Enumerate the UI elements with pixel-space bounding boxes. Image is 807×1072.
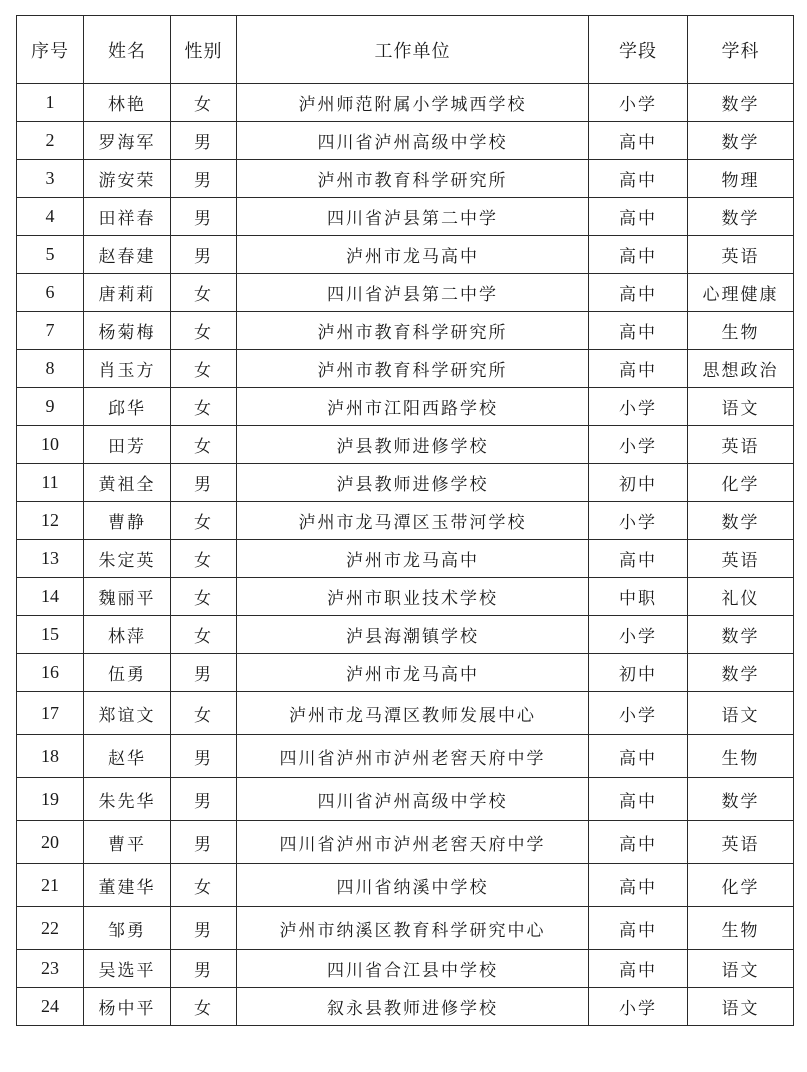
table-header-row — [17, 16, 794, 84]
cell-subject: 心理健康 — [688, 274, 794, 312]
cell-gender: 女 — [171, 312, 237, 350]
cell-stage: 高中 — [589, 236, 688, 274]
table-row — [17, 692, 794, 735]
cell-name: 吴选平 — [84, 950, 171, 988]
teacher-list-sheet — [16, 15, 793, 1026]
cell-stage: 高中 — [589, 160, 688, 198]
cell-gender: 男 — [171, 654, 237, 692]
cell-workplace: 泸州市纳溪区教育科学研究中心 — [237, 907, 589, 950]
cell-workplace: 泸州市教育科学研究所 — [237, 312, 589, 350]
cell-workplace: 四川省泸州市泸州老窖天府中学 — [237, 735, 589, 778]
cell-workplace: 泸州市教育科学研究所 — [237, 160, 589, 198]
cell-gender: 女 — [171, 988, 237, 1026]
cell-seq: 14 — [17, 578, 84, 616]
cell-workplace: 四川省纳溪中学校 — [237, 864, 589, 907]
cell-gender: 女 — [171, 578, 237, 616]
cell-name: 赵春建 — [84, 236, 171, 274]
table-row — [17, 236, 794, 274]
cell-gender: 男 — [171, 907, 237, 950]
table-row — [17, 84, 794, 122]
cell-subject: 数学 — [688, 616, 794, 654]
table-row — [17, 578, 794, 616]
cell-workplace: 泸州市龙马高中 — [237, 654, 589, 692]
table-row — [17, 312, 794, 350]
header-stage: 学段 — [589, 16, 688, 84]
cell-stage: 高中 — [589, 312, 688, 350]
cell-seq: 17 — [17, 692, 84, 735]
cell-workplace: 四川省泸州市泸州老窖天府中学 — [237, 821, 589, 864]
cell-stage: 高中 — [589, 540, 688, 578]
table-row — [17, 778, 794, 821]
cell-seq: 16 — [17, 654, 84, 692]
cell-name: 唐莉莉 — [84, 274, 171, 312]
cell-gender: 男 — [171, 198, 237, 236]
cell-workplace: 泸州市龙马潭区教师发展中心 — [237, 692, 589, 735]
cell-name: 伍勇 — [84, 654, 171, 692]
cell-gender: 男 — [171, 735, 237, 778]
cell-subject: 英语 — [688, 426, 794, 464]
cell-subject: 语文 — [688, 388, 794, 426]
cell-stage: 高中 — [589, 735, 688, 778]
cell-gender: 女 — [171, 350, 237, 388]
cell-seq: 3 — [17, 160, 84, 198]
cell-gender: 男 — [171, 236, 237, 274]
cell-gender: 男 — [171, 160, 237, 198]
cell-gender: 女 — [171, 864, 237, 907]
table-row — [17, 464, 794, 502]
cell-seq: 7 — [17, 312, 84, 350]
cell-stage: 小学 — [589, 502, 688, 540]
header-workplace: 工作单位 — [237, 16, 589, 84]
cell-name: 杨菊梅 — [84, 312, 171, 350]
cell-workplace: 泸县海潮镇学校 — [237, 616, 589, 654]
cell-name: 邱华 — [84, 388, 171, 426]
table-row — [17, 988, 794, 1026]
cell-name: 邹勇 — [84, 907, 171, 950]
cell-subject: 英语 — [688, 540, 794, 578]
cell-seq: 6 — [17, 274, 84, 312]
header-seq: 序号 — [17, 16, 84, 84]
table-row — [17, 160, 794, 198]
cell-name: 肖玉方 — [84, 350, 171, 388]
cell-seq: 24 — [17, 988, 84, 1026]
cell-seq: 8 — [17, 350, 84, 388]
cell-subject: 化学 — [688, 464, 794, 502]
cell-gender: 女 — [171, 426, 237, 464]
cell-gender: 男 — [171, 464, 237, 502]
cell-subject: 思想政治 — [688, 350, 794, 388]
cell-workplace: 四川省合江县中学校 — [237, 950, 589, 988]
cell-subject: 生物 — [688, 735, 794, 778]
table-row — [17, 540, 794, 578]
cell-seq: 18 — [17, 735, 84, 778]
cell-stage: 高中 — [589, 907, 688, 950]
cell-stage: 高中 — [589, 274, 688, 312]
cell-stage: 高中 — [589, 950, 688, 988]
cell-seq: 20 — [17, 821, 84, 864]
cell-stage: 小学 — [589, 388, 688, 426]
cell-gender: 女 — [171, 274, 237, 312]
cell-stage: 高中 — [589, 122, 688, 160]
table-row — [17, 735, 794, 778]
header-gender: 性别 — [171, 16, 237, 84]
cell-seq: 21 — [17, 864, 84, 907]
cell-name: 田祥春 — [84, 198, 171, 236]
cell-seq: 23 — [17, 950, 84, 988]
cell-subject: 生物 — [688, 907, 794, 950]
cell-seq: 22 — [17, 907, 84, 950]
cell-seq: 2 — [17, 122, 84, 160]
cell-subject: 数学 — [688, 502, 794, 540]
cell-workplace: 泸县教师进修学校 — [237, 464, 589, 502]
cell-gender: 男 — [171, 778, 237, 821]
cell-workplace: 泸州市教育科学研究所 — [237, 350, 589, 388]
cell-workplace: 泸州市职业技术学校 — [237, 578, 589, 616]
cell-workplace: 四川省泸县第二中学 — [237, 274, 589, 312]
cell-stage: 高中 — [589, 198, 688, 236]
table-row — [17, 122, 794, 160]
cell-gender: 男 — [171, 122, 237, 160]
header-subject: 学科 — [688, 16, 794, 84]
table-row — [17, 198, 794, 236]
cell-stage: 小学 — [589, 988, 688, 1026]
cell-subject: 物理 — [688, 160, 794, 198]
cell-workplace: 泸州师范附属小学城西学校 — [237, 84, 589, 122]
cell-seq: 9 — [17, 388, 84, 426]
cell-seq: 19 — [17, 778, 84, 821]
table-row — [17, 274, 794, 312]
cell-workplace: 泸州市龙马高中 — [237, 540, 589, 578]
cell-seq: 13 — [17, 540, 84, 578]
cell-name: 田芳 — [84, 426, 171, 464]
cell-subject: 礼仪 — [688, 578, 794, 616]
table-row — [17, 502, 794, 540]
cell-stage: 小学 — [589, 84, 688, 122]
cell-subject: 生物 — [688, 312, 794, 350]
cell-stage: 高中 — [589, 778, 688, 821]
cell-seq: 11 — [17, 464, 84, 502]
cell-subject: 英语 — [688, 821, 794, 864]
cell-subject: 语文 — [688, 988, 794, 1026]
cell-gender: 女 — [171, 502, 237, 540]
cell-gender: 女 — [171, 540, 237, 578]
cell-gender: 男 — [171, 821, 237, 864]
cell-seq: 5 — [17, 236, 84, 274]
cell-name: 林萍 — [84, 616, 171, 654]
cell-workplace: 泸州市龙马高中 — [237, 236, 589, 274]
cell-name: 朱定英 — [84, 540, 171, 578]
cell-seq: 1 — [17, 84, 84, 122]
cell-name: 朱先华 — [84, 778, 171, 821]
cell-stage: 小学 — [589, 616, 688, 654]
cell-gender: 女 — [171, 692, 237, 735]
cell-name: 罗海军 — [84, 122, 171, 160]
cell-subject: 数学 — [688, 198, 794, 236]
cell-workplace: 四川省泸县第二中学 — [237, 198, 589, 236]
cell-seq: 12 — [17, 502, 84, 540]
teacher-table — [16, 15, 794, 1026]
cell-workplace: 泸州市江阳西路学校 — [237, 388, 589, 426]
cell-workplace: 泸县教师进修学校 — [237, 426, 589, 464]
table-row — [17, 350, 794, 388]
cell-subject: 数学 — [688, 654, 794, 692]
cell-name: 游安荣 — [84, 160, 171, 198]
cell-name: 林艳 — [84, 84, 171, 122]
cell-gender: 女 — [171, 616, 237, 654]
cell-name: 曹静 — [84, 502, 171, 540]
header-name: 姓名 — [84, 16, 171, 84]
cell-name: 郑谊文 — [84, 692, 171, 735]
cell-workplace: 泸州市龙马潭区玉带河学校 — [237, 502, 589, 540]
cell-subject: 数学 — [688, 84, 794, 122]
cell-stage: 高中 — [589, 821, 688, 864]
cell-name: 魏丽平 — [84, 578, 171, 616]
table-row — [17, 907, 794, 950]
cell-gender: 女 — [171, 388, 237, 426]
cell-subject: 语文 — [688, 692, 794, 735]
cell-subject: 数学 — [688, 122, 794, 160]
cell-subject: 英语 — [688, 236, 794, 274]
cell-name: 赵华 — [84, 735, 171, 778]
table-row — [17, 388, 794, 426]
table-row — [17, 426, 794, 464]
table-row — [17, 950, 794, 988]
cell-stage: 中职 — [589, 578, 688, 616]
table-row — [17, 616, 794, 654]
cell-subject: 语文 — [688, 950, 794, 988]
table-body — [17, 84, 794, 1026]
cell-stage: 初中 — [589, 464, 688, 502]
cell-stage: 高中 — [589, 864, 688, 907]
table-row — [17, 864, 794, 907]
cell-stage: 高中 — [589, 350, 688, 388]
cell-name: 杨中平 — [84, 988, 171, 1026]
cell-workplace: 叙永县教师进修学校 — [237, 988, 589, 1026]
table-row — [17, 821, 794, 864]
cell-gender: 女 — [171, 84, 237, 122]
cell-seq: 15 — [17, 616, 84, 654]
cell-subject: 化学 — [688, 864, 794, 907]
cell-stage: 初中 — [589, 654, 688, 692]
cell-stage: 小学 — [589, 426, 688, 464]
table-row — [17, 654, 794, 692]
cell-gender: 男 — [171, 950, 237, 988]
cell-workplace: 四川省泸州高级中学校 — [237, 122, 589, 160]
cell-workplace: 四川省泸州高级中学校 — [237, 778, 589, 821]
cell-name: 曹平 — [84, 821, 171, 864]
cell-seq: 10 — [17, 426, 84, 464]
cell-name: 黄祖全 — [84, 464, 171, 502]
cell-name: 董建华 — [84, 864, 171, 907]
cell-subject: 数学 — [688, 778, 794, 821]
cell-stage: 小学 — [589, 692, 688, 735]
cell-seq: 4 — [17, 198, 84, 236]
